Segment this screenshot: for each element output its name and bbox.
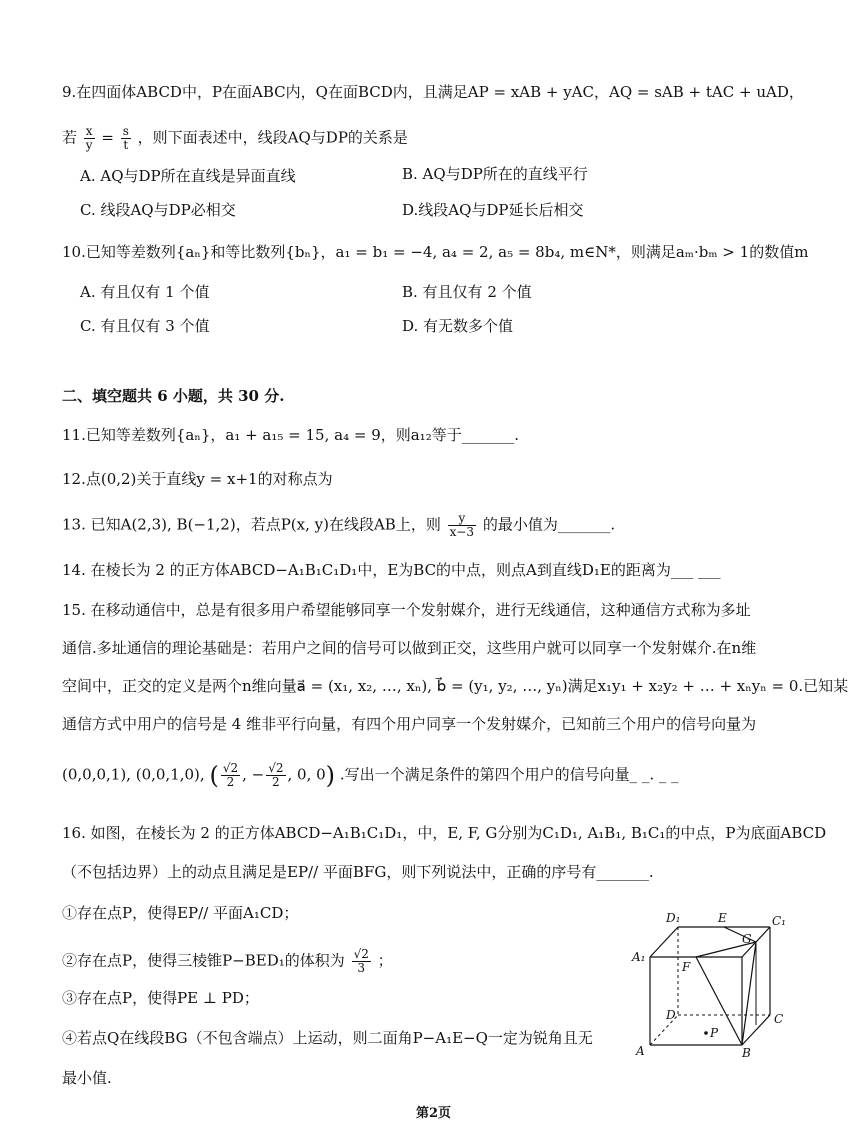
q15-paren-open: ( bbox=[209, 761, 219, 790]
q9-equals: = bbox=[101, 128, 114, 147]
q10-option-a: A. 有且仅有 1 个值 bbox=[80, 283, 210, 301]
label-d1: D₁ bbox=[666, 911, 681, 925]
q9-option-b: B. AQ与DP所在的直线平行 bbox=[402, 165, 588, 183]
page-number: 第2页 bbox=[415, 1106, 452, 1121]
q10-option-c: C. 有且仅有 3 个值 bbox=[80, 317, 210, 335]
q10-option-d: D. 有无数多个值 bbox=[402, 317, 514, 335]
q16-statement-3: ③存在点P，使得PE ⊥ PD； bbox=[62, 989, 259, 1007]
q16-line1: 16. 如图，在棱长为 2 的正方体ABCD−A₁B₁C₁D₁，中，E, F, G分别为C₁D₁, A₁B₁, B₁C₁的中点，P为底面ABCD bbox=[62, 824, 827, 842]
label-c1: C₁ bbox=[772, 914, 786, 928]
q13-suffix: 的最小值为_______. bbox=[482, 515, 616, 534]
q15-line3: 空间中，正交的定义是两个n维向量a⃗ = (x₁, x₂, …, xₙ), b⃗ = (y₁, y₂, …, yₙ)满足x₁y₁ + x₂y₂ + … + xₙyₙ = 0.已知某 bbox=[62, 677, 849, 695]
q16-statement-4-line1: ④若点Q在线段BG（不包含端点）上运动，则二面角P−A₁E−Q一定为锐角且无 bbox=[62, 1029, 593, 1047]
cube-figure bbox=[630, 905, 800, 1060]
q9-if: 若 bbox=[62, 128, 78, 147]
q9-stem-suffix: ，则下面表述中，线段AQ与DP的关系是 bbox=[137, 128, 408, 147]
q15-line5 bbox=[62, 762, 679, 789]
q11: 11.已知等差数列{aₙ}，a₁ + a₁₅ = 15, a₄ = 9，则a₁₂等于_______. bbox=[62, 426, 519, 444]
label-d: D bbox=[666, 1008, 676, 1022]
q16-s2-fraction: $\frac{√2}{3}$ bbox=[353, 947, 369, 975]
q9-fraction-s-over-t: $\frac{s}{t}$ bbox=[122, 124, 129, 152]
q15-vectors: (0,0,0,1), (0,0,1,0), bbox=[62, 765, 205, 784]
q16-statement-4-line2: 最小值. bbox=[62, 1069, 112, 1087]
q9-stem-line2 bbox=[62, 125, 408, 152]
q15-line2: 通信.多址通信的理论基础是：若用户之间的信号可以做到正交，这些用户就可以同享一个发射媒介.在n维 bbox=[62, 639, 757, 657]
label-a1: A₁ bbox=[632, 950, 646, 964]
q9-fraction-x-over-y: $\frac{x}{y}$ bbox=[85, 124, 93, 152]
q16-s2-suffix: ； bbox=[377, 951, 393, 970]
q16-s2-prefix: ②存在点P，使得三棱锥P−BED₁的体积为 bbox=[62, 951, 345, 970]
section-title-fill-in: 二、填空题共 6 小题，共 30 分. bbox=[62, 387, 285, 405]
q10-option-b: B. 有且仅有 2 个值 bbox=[402, 283, 532, 301]
q14: 14. 在棱长为 2 的正方体ABCD−A₁B₁C₁D₁中，E为BC的中点，则点A到直线D₁E的距离为___ ___ bbox=[62, 561, 721, 579]
q9-stem-line1: 9.在四面体ABCD中，P在面ABC内，Q在面BCD内，且满足AP = xAB + yAC，AQ = sAB + tAC + uAD， bbox=[62, 83, 804, 101]
q12: 12.点(0,2)关于直线y = x+1的对称点为 bbox=[62, 470, 333, 488]
q10-stem: 10.已知等差数列{aₙ}和等比数列{bₙ}，a₁ = b₁ = −4, a₄ = 2, a₅ = 8b₄, m∈N*，则满足aₘ·bₘ > 1的数值m bbox=[62, 243, 809, 261]
q13 bbox=[62, 512, 615, 539]
q15-line1: 15. 在移动通信中，总是有很多用户希望能够同享一个发射媒介，进行无线通信，这种通信方式称为多址 bbox=[62, 601, 751, 619]
q9-option-d: D.线段AQ与DP延长后相交 bbox=[402, 201, 584, 219]
label-g: G bbox=[742, 932, 752, 946]
q16-line2: （不包括边界）上的动点且满足是EP// 平面BFG，则下列说法中，正确的序号有_______. bbox=[62, 863, 654, 881]
q15-frac-1: $\frac{√2}{2}$ bbox=[222, 761, 239, 789]
q13-fraction: $\frac{y}{x-3}$ bbox=[449, 511, 475, 539]
q16-statement-1: ①存在点P，使得EP// 平面A₁CD； bbox=[62, 904, 299, 922]
label-b: B bbox=[742, 1046, 751, 1060]
q13-prefix: 13. 已知A(2,3), B(−1,2)，若点P(x, y)在线段AB上，则 bbox=[62, 515, 441, 534]
q15-paren-close: ) bbox=[325, 761, 336, 790]
q9-option-c: C. 线段AQ与DP必相交 bbox=[80, 201, 236, 219]
q15-suffix: .写出一个满足条件的第四个用户的信号向量_ _. _ _ bbox=[339, 765, 679, 784]
q15-frac-2: $\frac{√2}{2}$ bbox=[268, 761, 284, 789]
q15-line4: 通信方式中用户的信号是 4 维非平行向量，有四个用户同享一个发射媒介，已知前三个用户的信号向量为 bbox=[62, 715, 757, 733]
q15-sep: , − bbox=[242, 765, 265, 784]
label-c: C bbox=[774, 1012, 784, 1026]
q16-statement-2 bbox=[62, 948, 393, 975]
label-a: A bbox=[636, 1044, 645, 1058]
q9-option-a: A. AQ与DP所在直线是异面直线 bbox=[80, 167, 296, 185]
label-f: F bbox=[682, 960, 691, 974]
label-p: P bbox=[710, 1026, 719, 1040]
q15-tail: , 0, 0 bbox=[287, 765, 326, 784]
label-e: E bbox=[718, 911, 727, 925]
